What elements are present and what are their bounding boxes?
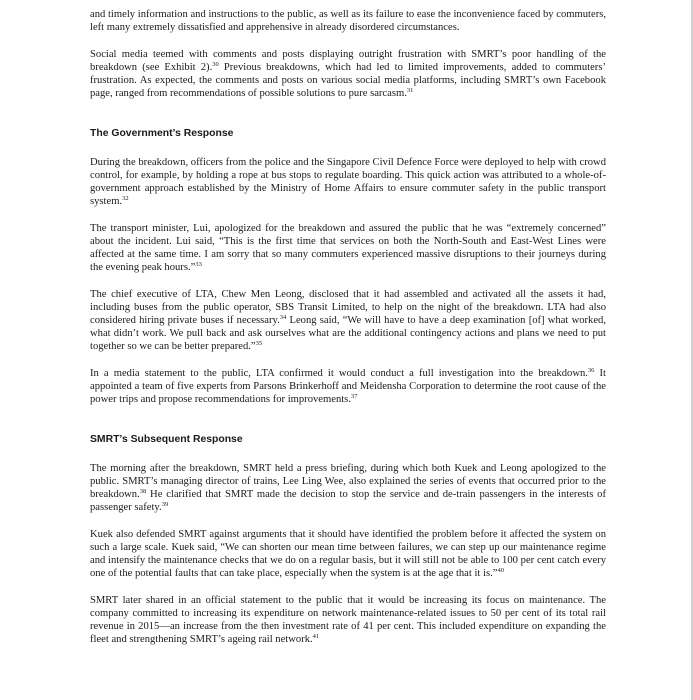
paragraph	[90, 594, 606, 646]
paragraph	[90, 367, 606, 406]
section-heading-smrt: SMRT’s Subsequent Response	[90, 434, 243, 445]
paragraph-text: During the breakdown, officers from the police and the Singapore Civil Defence Force were deployed to help with crowd control, for example, by holding a rope at bus stops to regulate boarding. This quick action was attributed to a whole-of-government approach established by the Ministry of Home Affairs to ensure commuter safety in the public transport system.	[90, 157, 606, 207]
paragraph-text: The transport minister, Lui, apologized for the breakdown and assured the public that he was “extremely concerned” about the incident. Lui said, “This is the first time that services on both the North-South and East-West Lines were affected at the same time. I am sorry that so many commuters experienced massive disruptions to their journeys during the evening peak hours.”	[90, 223, 606, 273]
paragraph-text: Leong said, “We will have to have a deep examination [of] what worked, what didn’t work. We pull back and ask ourselves what are the additional contingency actions and plans we need to put together so we can be better prepared.”	[90, 315, 606, 352]
footnote-ref[interactable]: 37	[350, 393, 358, 400]
footnote-ref[interactable]: 40	[497, 567, 504, 574]
paragraph-text: Social media teemed with comments and posts displaying outright frustration with SMRT’s poor handling of the breakdown (see Exhibit 2).	[90, 49, 606, 73]
paragraph	[90, 48, 606, 100]
paragraph	[90, 156, 606, 208]
paragraph-text: Previous breakdowns, which had led to limited improvements, added to commuters’ frustration. As expected, the comments and posts on various social media platforms, including SMRT’s own Facebook page, ranged from recommendations of possible solutions to pure sarcasm.	[90, 62, 606, 99]
footnote-ref[interactable]: 38	[139, 488, 147, 495]
paragraph-text: and timely information and instructions to the public, as well as its failure to ease the inconvenience faced by commuters, left many extremely dissatisfied and apprehensive in already disordered circumstances.	[90, 9, 606, 33]
paragraph	[90, 8, 606, 34]
paragraph	[90, 222, 606, 274]
document-body	[90, 8, 606, 660]
footnote-ref[interactable]: 33	[195, 261, 202, 268]
footnote-ref[interactable]: 30	[212, 61, 219, 68]
paragraph-text: He clarified that SMRT made the decision to stop the service and de-train passengers in the interests of passenger safety.	[90, 489, 606, 513]
section-heading-government: The Government’s Response	[90, 128, 234, 139]
footnote-ref[interactable]: 32	[122, 195, 129, 202]
paragraph-text: In a media statement to the public, LTA confirmed it would conduct a full investigation into the breakdown.	[90, 368, 588, 379]
footnote-ref[interactable]: 39	[161, 501, 169, 508]
paragraph-text: SMRT later shared in an official statement to the public that it would be increasing its focus on maintenance. The company committed to increasing its expenditure on network maintenance-related issues to 50 per cent of its total rail revenue in 2015—an increase from the then investment rate of 41 per cent. This included expenditure on expanding the fleet and strengthening SMRT’s ageing rail network.	[90, 595, 606, 645]
footnote-ref[interactable]: 36	[587, 367, 595, 374]
footnote-ref[interactable]: 35	[255, 340, 263, 347]
paragraph	[90, 462, 606, 514]
paragraph-text: The morning after the breakdown, SMRT held a press briefing, during which both Kuek and Leong apologized to the public. SMRT’s managing director of trains, Lee Ling Wee, also explained the series of events that occurred prior to the breakdown.	[90, 463, 606, 500]
paragraph-text: It appointed a team of five experts from Parsons Brinkerhoff and Meidensha Corporation to determine the root cause of the power trips and propose recommendations for improvements.	[90, 368, 606, 405]
footnote-ref[interactable]: 41	[312, 633, 320, 640]
paragraph-text: Kuek also defended SMRT against arguments that it should have identified the problem before it affected the system on such a large scale. Kuek said, “We can shorten our mean time between failures, we can step up our maintenance regime and intensify the maintenance checks that we do on a regular basis, but it will still not be able to 100 per cent catch every one of the potential faults that can take place, especially when the system is at the age that it is.”	[90, 529, 606, 579]
paragraph	[90, 288, 606, 353]
footnote-ref[interactable]: 31	[406, 87, 414, 94]
paragraph-text: The chief executive of LTA, Chew Men Leong, disclosed that it had assembled and activated all the assets it had, including buses from the public operator, SBS Transit Limited, to help on the night of the breakdown. LTA had also considered hiring private buses if necessary.	[90, 289, 606, 326]
paragraph	[90, 528, 606, 580]
footnote-ref[interactable]: 34	[279, 314, 287, 321]
